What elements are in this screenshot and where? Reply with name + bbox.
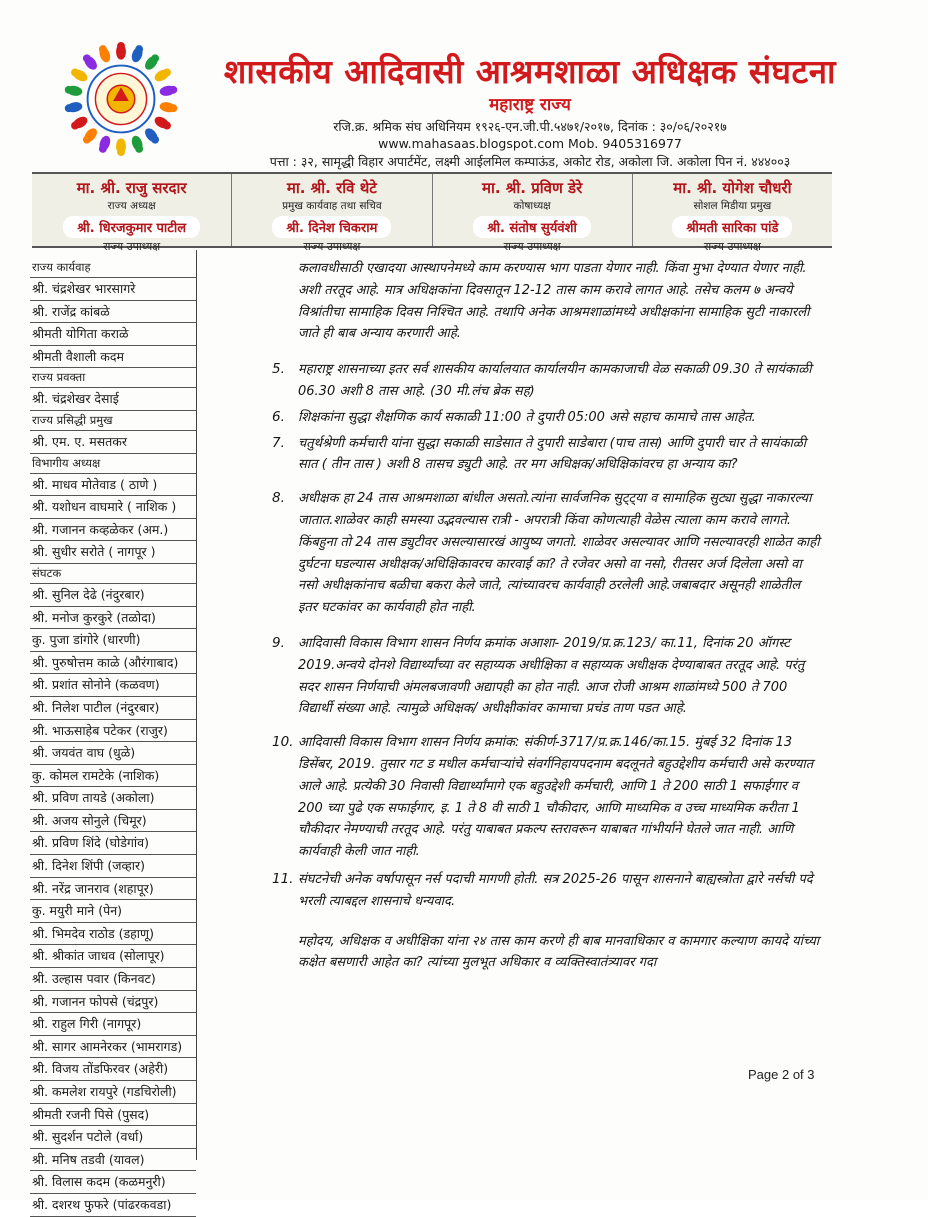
point-item <box>240 732 820 863</box>
point-item <box>240 407 820 429</box>
sidebar-member: श्री. गजानन फोपसे (चंद्रपुर) <box>30 991 196 1014</box>
sidebar-member: श्री. नरेंद्र जानराव (शहापूर) <box>30 878 196 901</box>
sidebar-heading: संघटक <box>32 565 62 580</box>
logo-figure-head <box>169 104 177 112</box>
logo-figure-head <box>169 86 177 94</box>
point-item <box>240 433 820 477</box>
point-text: संघटनेची अनेक वर्षापासून नर्स पदाची मागणी होती. सत्र 2025-26 पासून शासनाने बाह्यस्त्रोता द्वारे नर्सची पदे भरली त्याबद्दल शासनाचे धन्यवाद. <box>298 871 813 909</box>
point-text: अधीक्षक हा 24 तास आश्रमशाळा बांधील असतो.त्यांना सार्वजनिक सुट्ट्या व सामाहिक सुट्या सुद्धा नाकारल्या जातात.शाळेवर काही समस्या उद्भवल्यास रात्री - अपरात्री किंवा कोणत्याही वेळेस त्याला काम करावे लागते. किंबहुना तो 24 तास ड्युटीवर असल्यासारखं आयुष्य जगतो. शाळेवर असल्यावर आणि नसल्यावरही शाळेत काही दुर्घटना घडल्यास अधीक्षक/अधिक्षिकावरच कारवाई का? ते रजेवर असो वा नसो, रीतसर अर्ज दिलेला असो वा नसो अधीक्षकांनाच बळीचा बकरा केले जाते, त्यांच्यावरच कार्यवाही ठरलेली आहे.जबाबदार असूनही शाळेतील इतर घटकांवर का कार्यवाही होत नाही. <box>298 491 820 616</box>
sidebar-member: श्री. निलेश पाटील (नंदुरबार) <box>30 697 196 720</box>
point-text: शिक्षकांना सुद्धा शैक्षणिक कार्य सकाळी 11:00 ते दुपारी 05:00 असे सहाच कामाचे तास आहेत. <box>298 409 756 425</box>
point-number: 10. <box>272 734 294 751</box>
sidebar-member: श्री. कमलेश रायपुरे (गडचिरोली) <box>30 1081 196 1104</box>
sidebar-member: श्री. सुनिल देढे (नंदुरबार) <box>30 583 196 607</box>
logo-figure-head <box>135 45 143 53</box>
sidebar-group <box>30 258 196 368</box>
sidebar-member: श्री. प्रशांत सोनोने (कळवण) <box>30 674 196 697</box>
officer-sub-name: श्री. धिरजकुमार पाटील <box>63 216 200 238</box>
sidebar-member: श्री. दशरथ फुफरे (पांढरकवडा) <box>30 1194 196 1217</box>
mobile-number: Mob. 9405316977 <box>568 136 682 151</box>
officers-band <box>32 172 832 253</box>
sidebar-member: श्रीमती रजनी पिसे (पुसद) <box>30 1104 196 1127</box>
sidebar-member: श्री. राहुल गिरी (नागपूर) <box>30 1013 196 1036</box>
logo-figure-head <box>135 145 143 153</box>
sidebar-member: श्री. चंद्रशेखर भारसागरे <box>30 277 196 301</box>
sidebar-group <box>30 564 196 1217</box>
sidebar-heading: राज्य कार्यवाह <box>32 260 91 274</box>
logo-figure-head <box>163 69 171 77</box>
officer-name: मा. श्री. प्रविण डेरे <box>482 179 583 197</box>
sidebar-member: कु. मयुरी माने (पेन) <box>30 900 196 923</box>
logo-figure-head <box>163 122 171 130</box>
logo-figure-head <box>151 54 159 62</box>
officer-sub-name: श्रीमती सारिका पांडे <box>672 216 792 238</box>
sidebar-member: श्रीमती वैशाली कदम <box>30 346 196 369</box>
logo-figure-head <box>151 136 159 144</box>
website-link[interactable]: www.mahasaas.blogspot.com <box>378 136 565 151</box>
sidebar-member: श्री. मनिष तडवी (यावल) <box>30 1149 196 1172</box>
sidebar-group <box>30 411 196 454</box>
contact-line <box>185 136 875 151</box>
registration-line: रजि.क्र. श्रमिक संघ अधिनियम १९२६-एन.जी.पी.५४७१/२०१७, दिनांक : ३०/०६/२०२१७ <box>333 119 727 134</box>
point-item <box>240 359 820 403</box>
logo-figure-head <box>99 45 107 53</box>
officer-role: कोषाध्यक्ष <box>513 200 551 212</box>
sidebar-heading: विभागीय अध्यक्ष <box>32 455 101 470</box>
logo-figure-head <box>65 104 73 112</box>
sidebar-member: श्री. एम. ए. मसतकर <box>30 430 196 454</box>
sidebar-member: श्री. मनोज कुरकुरे (तळोदा) <box>30 607 196 630</box>
sidebar-member: श्री. प्रविण शिंदे (घोडेगांव) <box>30 832 196 855</box>
address-line: पत्ता : ३२, सामृद्धी विहार अपार्टमेंट, लक्ष्मी आईलमिल कम्पाऊंड, अकोट रोड, अकोला जि. अकोला पिन नं. ४४४००३ <box>269 154 791 169</box>
point-text: महाराष्ट्र शासनाच्या इतर सर्व शासकीय कार्यालयात कार्यालयीन कामकाजाची वेळ सकाळी 09.30 ते सायंकाळी 06.30 अशी 8 तास आहे. (30 मी.लंच ब्रेक सह) <box>298 362 812 399</box>
sidebar-member: श्री. सुधीर सरोते ( नागपूर ) <box>30 541 196 564</box>
officer-column <box>32 174 231 253</box>
sidebar-member: कु. कोमल रामटेके (नाशिक) <box>30 765 196 788</box>
logo-figure-head <box>117 42 125 50</box>
organization-logo <box>62 40 180 158</box>
officer-name: मा. श्री. राजु सरदार <box>76 179 187 197</box>
point-item <box>240 633 820 720</box>
officer-column <box>432 174 632 253</box>
sidebar-member: श्री. अजय सोनुले (चिमूर) <box>30 810 196 833</box>
logo-figure-head <box>71 122 79 130</box>
sidebar-member: श्री. उल्हास पवार (किनवट) <box>30 968 196 991</box>
sidebar-heading: राज्य प्रसिद्धी प्रमुख <box>32 412 113 427</box>
officer-role: प्रमुख कार्यवाह तथा सचिव <box>282 200 382 212</box>
officer-sub-role: राज्य उपाध्यक्ष <box>703 240 761 253</box>
point-number: 7. <box>272 434 285 451</box>
officer-sub-role: राज्य उपाध्यक्ष <box>503 240 561 253</box>
sidebar-member: श्री. गजानन कव्हळेकर (अम.) <box>30 519 196 542</box>
officer-role: राज्य अध्यक्ष <box>107 200 156 212</box>
point-number: 11. <box>272 870 294 887</box>
officer-role: सोशल मिडीया प्रमुख <box>693 200 772 212</box>
sidebar-member: श्री. जयवंत वाघ (धुळे) <box>30 742 196 765</box>
officer-sub-name: श्री. दिनेश चिकराम <box>272 216 391 238</box>
sidebar-member: श्री. विलास कदम (कळमनुरी) <box>30 1171 196 1194</box>
logo-figure-head <box>99 145 107 153</box>
intro-paragraph: कलावधीसाठी एखादया आस्थापनेमध्ये काम करण्यास भाग पाडता येणार नाही. किंवा मुभा देण्यात येणार नाही. अशी तरतूद आहे. मात्र अधिक्षकांना दिवसातून 12-12 तास काम करावे लागत आहे. तसेच कलम ७ अन्वये विश्रांतीचा सामाहिक दिवस निश्चित आहे. तथापि अनेक आश्रमशाळांमध्ये अधीक्षकांना सामाहिक सुटी नाकारली जाते ही बाब अन्याय करणारी आहे. <box>298 261 810 342</box>
page-number: Page 2 of 3 <box>748 1067 815 1082</box>
point-text: आदिवासी विकास विभाग शासन निर्णय क्रमांक: संकीर्ण-3717/प्र.क्र.146/का.15. मुंबई 32 दिनांक 13 डिसेंबर, 2019. तुसार गट ड मधील कर्मचाऱ्यांचे संवर्गनिहायपदनाम बदलूनते बहुउद्देशीय कर्मचारी असे करण्यात आले आहे. प्रत्येकी 30 निवासी विद्यार्थ्यांमागे एक बहुउद्देशी कर्मचारी, आणि 1 ते 200 साठी 1 सफाईगार व 200 च्या पुढे एक सफाईगार, इ. 1 ते 8 वी साठी 1 चौकीदार, आणि माध्यमिक व उच्च माध्यमिक करीता 1 चौकीदार नेमण्याची तरतूद आहे. परंतु याबाबत प्रकल्प स्तरावरून याबाबत गांभीर्याने घेतले जात नाही. आणि कार्यवाही केली जात नाही. <box>298 735 814 860</box>
sidebar-group <box>30 454 196 564</box>
point-text: चतुर्थश्रेणी कर्मचारी यांना सुद्धा सकाळी साडेसात ते दुपारी साडेबारा (पाच तास) आणि दुपारी चार ते सायंकाळी सात ( तीन तास ) अशी 8 तासच ड्युटी आहे. तर मग अधिक्षक/अधिक्षिकांवरच हा अन्याय का? <box>298 435 807 473</box>
organization-title: शासकीय आदिवासी आश्रमशाळा अधिक्षक संघटना <box>223 52 837 91</box>
sidebar-member: श्रीमती योगिता कराळे <box>30 323 196 346</box>
sidebar-member: श्री. राजेंद्र कांबळे <box>30 301 196 324</box>
point-text: आदिवासी विकास विभाग शासन निर्णय क्रमांक अआशा- 2019/प्र.क्र.123/ का.11, दिनांक 20 ऑगस्ट 2019.अन्वये दोनशे विद्यार्थ्यांच्या वर सहाय्यक अधीक्षिका व सहाय्यक अधीक्षक देण्याबाबत तरतूद आहे. परंतु सदर शासन निर्णयाची अंमलबजावणी अद्यापही का होत नाही. आज रोजी आश्रम शाळांमध्ये 500 ते 700 विद्यार्थी संख्या आहे. त्यामुळे अधिक्षक/ अधीक्षीकांवर कामाचा प्रचंड ताण पडत आहे. <box>298 635 805 717</box>
points-list <box>240 359 820 912</box>
point-number: 5. <box>272 361 285 378</box>
officer-sub-name: श्री. संतोष सुर्यवंशी <box>473 216 590 238</box>
officer-column <box>231 174 431 253</box>
point-item <box>240 869 820 913</box>
sidebar-divider <box>196 250 197 1160</box>
logo-figure-head <box>83 54 91 62</box>
sidebar-member: श्री. भाऊसाहेब पटेकर (राजुर) <box>30 720 196 743</box>
sidebar-member: श्री. माधव मोतेवाड ( ठाणे ) <box>30 473 196 497</box>
point-number: 9. <box>272 634 285 651</box>
logo-figure-head <box>117 148 125 156</box>
sidebar-member: श्री. श्रीकांत जाधव (सोलापूर) <box>30 945 196 968</box>
officer-sub-role: राज्य उपाध्यक्ष <box>303 240 361 253</box>
point-number: 8. <box>272 490 285 507</box>
sidebar-member: श्री. भिमदेव राठोड (डहाणू) <box>30 923 196 946</box>
sidebar-member: श्री. चंद्रशेखर देसाई <box>30 387 196 411</box>
sidebar-member-list <box>30 258 196 1212</box>
officer-sub-role: राज्य उपाध्यक्ष <box>103 240 161 253</box>
sidebar-member: श्री. प्रविण तायडे (अकोला) <box>30 787 196 810</box>
sidebar-heading: राज्य प्रवक्ता <box>32 370 86 385</box>
sidebar-member: श्री. विजय तोंडफिरवर (अहेरी) <box>30 1058 196 1081</box>
logo-figure-head <box>83 136 91 144</box>
point-item <box>240 488 820 619</box>
sidebar-member: श्री. पुरुषोत्तम काळे (औरंगाबाद) <box>30 652 196 675</box>
sidebar-member: श्री. सुदर्शन पटोले (वर्धा) <box>30 1126 196 1149</box>
logo-figure-head <box>71 69 79 77</box>
officer-name: मा. श्री. रवि थेटे <box>286 179 377 197</box>
officer-column <box>632 174 832 253</box>
sidebar-member: कु. पुजा डांगोरे (धारणी) <box>30 629 196 652</box>
sidebar-member: श्री. दिनेश शिंपी (जव्हार) <box>30 855 196 878</box>
officer-name: मा. श्री. योगेश चौधरी <box>673 179 792 197</box>
state-name: महाराष्ट्र राज्य <box>489 95 571 115</box>
sidebar-group <box>30 368 196 411</box>
letter-body <box>240 258 820 974</box>
sidebar-member: श्री. सागर आमनेरकर (भामरागड) <box>30 1036 196 1059</box>
sidebar-member: श्री. यशोधन वाघमारे ( नाशिक ) <box>30 496 196 519</box>
point-number: 6. <box>272 408 285 425</box>
closing-paragraph: महोदय, अधिक्षक व अधीक्षिका यांना २४ तास काम करणे ही बाब मानवाधिकार व कामगार कल्याण कायदे यांच्या कक्षेत बसणारी आहेत का? त्यांच्या मुलभूत अधिकार व व्यक्तिस्वातंत्र्यावर गदा <box>298 933 820 971</box>
logo-figure-head <box>65 86 73 94</box>
